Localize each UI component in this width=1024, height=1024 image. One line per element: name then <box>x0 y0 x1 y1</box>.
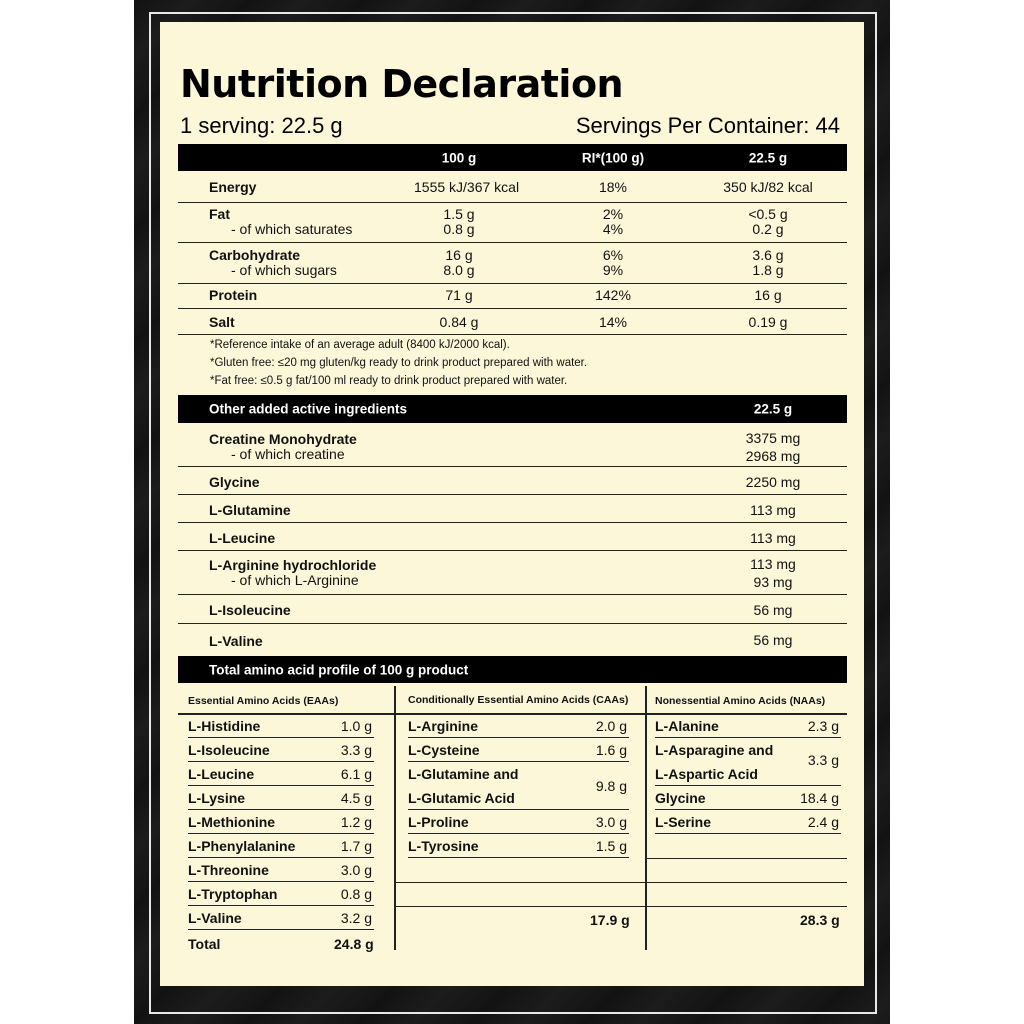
divider <box>647 858 847 859</box>
eaa-row <box>188 714 374 738</box>
row-label: Glycine <box>209 474 260 490</box>
header-100g: 100 g <box>441 150 477 165</box>
value-ri: 6% <box>602 247 624 263</box>
amino-profile-header <box>178 656 847 683</box>
amino-value: 1.0 g <box>340 718 372 734</box>
amino-name: L-Phenylalanine <box>188 838 296 854</box>
nutrition-row-fat <box>178 203 847 243</box>
amino-value: 1.7 g <box>340 838 372 854</box>
value-100g: 1555 kJ/367 kcal <box>414 179 520 195</box>
value-ri: 2% <box>602 206 624 222</box>
value-ri: 142% <box>595 287 631 303</box>
amino-name-line2: L-Aspartic Acid <box>655 766 758 782</box>
amino-name: Glycine <box>655 790 706 806</box>
footnote-fat: *Fat free: ≤0.5 g fat/100 ml ready to drink product prepared with water. <box>210 375 568 387</box>
subvalue-100g: 0.8 g <box>443 221 475 237</box>
amino-name: L-Alanine <box>655 718 719 734</box>
active-row-glutamine <box>178 495 847 523</box>
amino-name: L-Leucine <box>188 766 255 782</box>
row-label: Energy <box>209 179 257 195</box>
amino-value: 2.0 g <box>595 718 627 734</box>
naa-row <box>655 738 841 786</box>
caa-row <box>408 738 629 762</box>
nutrition-row-energy <box>178 171 847 203</box>
amino-name: L-Valine <box>188 910 242 926</box>
amino-name: L-Isoleucine <box>188 742 270 758</box>
row-sublabel: - of which sugars <box>231 262 337 278</box>
row-label: Creatine Monohydrate <box>209 431 357 447</box>
amino-value: 9.8 g <box>595 778 627 794</box>
eaa-row <box>188 834 374 858</box>
nutrition-header <box>178 144 847 171</box>
amino-value: 0.8 g <box>340 886 372 902</box>
eaa-row <box>188 762 374 786</box>
row-label: L-Leucine <box>209 530 276 546</box>
active-ingredients-header <box>178 395 847 423</box>
active-row-valine <box>178 624 847 656</box>
amino-name: L-Glutamine and <box>408 766 519 782</box>
amino-name: L-Serine <box>655 814 712 830</box>
active-row-arginine <box>178 551 847 595</box>
divider <box>396 882 646 883</box>
row-label: Fat <box>209 206 230 222</box>
amino-name: L-Tryptophan <box>188 886 278 902</box>
row-subvalue: 93 mg <box>753 574 793 590</box>
row-value: 113 mg <box>750 502 796 518</box>
nutrition-row-salt <box>178 309 847 335</box>
amino-name: L-Arginine <box>408 718 478 734</box>
row-value: 113 mg <box>750 530 796 546</box>
caa-row <box>408 714 629 738</box>
amino-name: L-Threonine <box>188 862 269 878</box>
amino-name: L-Tyrosine <box>408 838 479 854</box>
amino-value: 3.3 g <box>340 742 372 758</box>
row-label: L-Valine <box>209 633 263 649</box>
row-value: 56 mg <box>753 602 793 618</box>
value-100g: 0.84 g <box>439 314 479 330</box>
value-serving: 350 kJ/82 kcal <box>723 179 813 195</box>
amino-value: 3.3 g <box>807 752 839 768</box>
caa-row <box>408 810 629 834</box>
row-sublabel: - of which saturates <box>231 221 353 237</box>
column-divider <box>394 686 396 950</box>
subvalue-serving: 1.8 g <box>752 262 784 278</box>
page-title: Nutrition Declaration <box>180 62 624 106</box>
naa-row <box>655 786 841 810</box>
row-sublabel: - of which creatine <box>231 446 345 462</box>
amino-value: 2.4 g <box>807 814 839 830</box>
value-ri: 18% <box>598 179 628 195</box>
row-label: L-Glutamine <box>209 502 291 518</box>
caa-row <box>408 762 629 810</box>
eaa-total: 24.8 g <box>334 936 374 952</box>
subvalue-ri: 4% <box>602 221 624 237</box>
amino-name: L-Methionine <box>188 814 276 830</box>
naa-row <box>655 714 841 738</box>
subvalue-serving: 0.2 g <box>752 221 784 237</box>
caa-title: Conditionally Essential Amino Acids (CAAs) <box>408 694 629 706</box>
amino-value: 1.2 g <box>340 814 372 830</box>
row-subvalue: 2968 mg <box>745 448 801 464</box>
nutrition-row-carbohydrate <box>178 243 847 284</box>
value-100g: 16 g <box>445 247 473 263</box>
amino-name: L-Histidine <box>188 718 261 734</box>
subvalue-100g: 8.0 g <box>443 262 475 278</box>
row-value: 3375 mg <box>745 430 801 446</box>
header-ri: RI*(100 g) <box>581 150 645 165</box>
amino-name-line2: L-Glutamic Acid <box>408 790 515 806</box>
amino-value: 18.4 g <box>800 790 839 806</box>
value-serving: 3.6 g <box>752 247 784 263</box>
eaa-title: Essential Amino Acids (EAAs) <box>188 695 339 707</box>
amino-value: 3.0 g <box>595 814 627 830</box>
active-header-label: Other added active ingredients <box>209 401 408 417</box>
row-label: L-Isoleucine <box>209 602 291 618</box>
naa-title: Nonessential Amino Acids (NAAs) <box>655 695 826 707</box>
subvalue-ri: 9% <box>602 262 624 278</box>
amino-header-label: Total amino acid profile of 100 g product <box>209 662 469 677</box>
footnotes <box>210 336 587 390</box>
eaa-row <box>188 906 374 930</box>
footnote-ri: *Reference intake of an average adult (8400 kJ/2000 kcal). <box>210 339 510 351</box>
value-100g: 1.5 g <box>443 206 475 222</box>
row-label: Carbohydrate <box>209 247 301 263</box>
eaa-row <box>188 738 374 762</box>
active-row-leucine <box>178 523 847 551</box>
row-label: L-Arginine hydrochloride <box>209 557 377 573</box>
active-header-value: 22.5 g <box>753 401 793 417</box>
active-row-isoleucine <box>178 595 847 624</box>
amino-value: 1.6 g <box>595 742 627 758</box>
eaa-total-label: Total <box>188 936 221 952</box>
amino-value: 3.2 g <box>340 910 372 926</box>
naa-row <box>655 810 841 834</box>
column-divider <box>645 686 647 950</box>
nutrition-row-protein <box>178 284 847 309</box>
naa-total: 28.3 g <box>800 912 840 928</box>
caa-row <box>408 834 629 858</box>
active-row-glycine <box>178 467 847 495</box>
divider <box>647 882 847 883</box>
amino-name: L-Asparagine and <box>655 742 774 758</box>
amino-name: L-Proline <box>408 814 469 830</box>
amino-value: 1.5 g <box>595 838 627 854</box>
caa-total: 17.9 g <box>590 912 630 928</box>
eaa-row <box>188 810 374 834</box>
value-ri: 14% <box>598 314 628 330</box>
footnote-gluten: *Gluten free: ≤20 mg gluten/kg ready to drink product prepared with water. <box>210 357 588 369</box>
row-label: Salt <box>209 314 235 330</box>
row-sublabel: - of which L-Arginine <box>231 572 359 588</box>
amino-value: 3.0 g <box>340 862 372 878</box>
amino-value: 2.3 g <box>807 718 839 734</box>
divider <box>396 906 646 907</box>
amino-name: L-Lysine <box>188 790 246 806</box>
amino-value: 6.1 g <box>340 766 372 782</box>
value-100g: 71 g <box>445 287 473 303</box>
value-serving: 0.19 g <box>748 314 788 330</box>
active-row-creatine <box>178 423 847 467</box>
divider <box>647 906 847 907</box>
serving-size: 1 serving: 22.5 g <box>180 113 343 138</box>
eaa-row <box>188 882 374 906</box>
eaa-row <box>188 786 374 810</box>
eaa-row <box>188 858 374 882</box>
amino-name: L-Cysteine <box>408 742 480 758</box>
row-label: Protein <box>209 287 258 303</box>
value-serving: 16 g <box>754 287 782 303</box>
value-serving: <0.5 g <box>748 206 788 222</box>
servings-per-container: Servings Per Container: 44 <box>575 113 840 138</box>
amino-value: 4.5 g <box>340 790 372 806</box>
row-value: 2250 mg <box>745 474 801 490</box>
header-serving: 22.5 g <box>748 150 788 165</box>
row-value: 113 mg <box>750 556 796 572</box>
row-value: 56 mg <box>753 632 793 648</box>
